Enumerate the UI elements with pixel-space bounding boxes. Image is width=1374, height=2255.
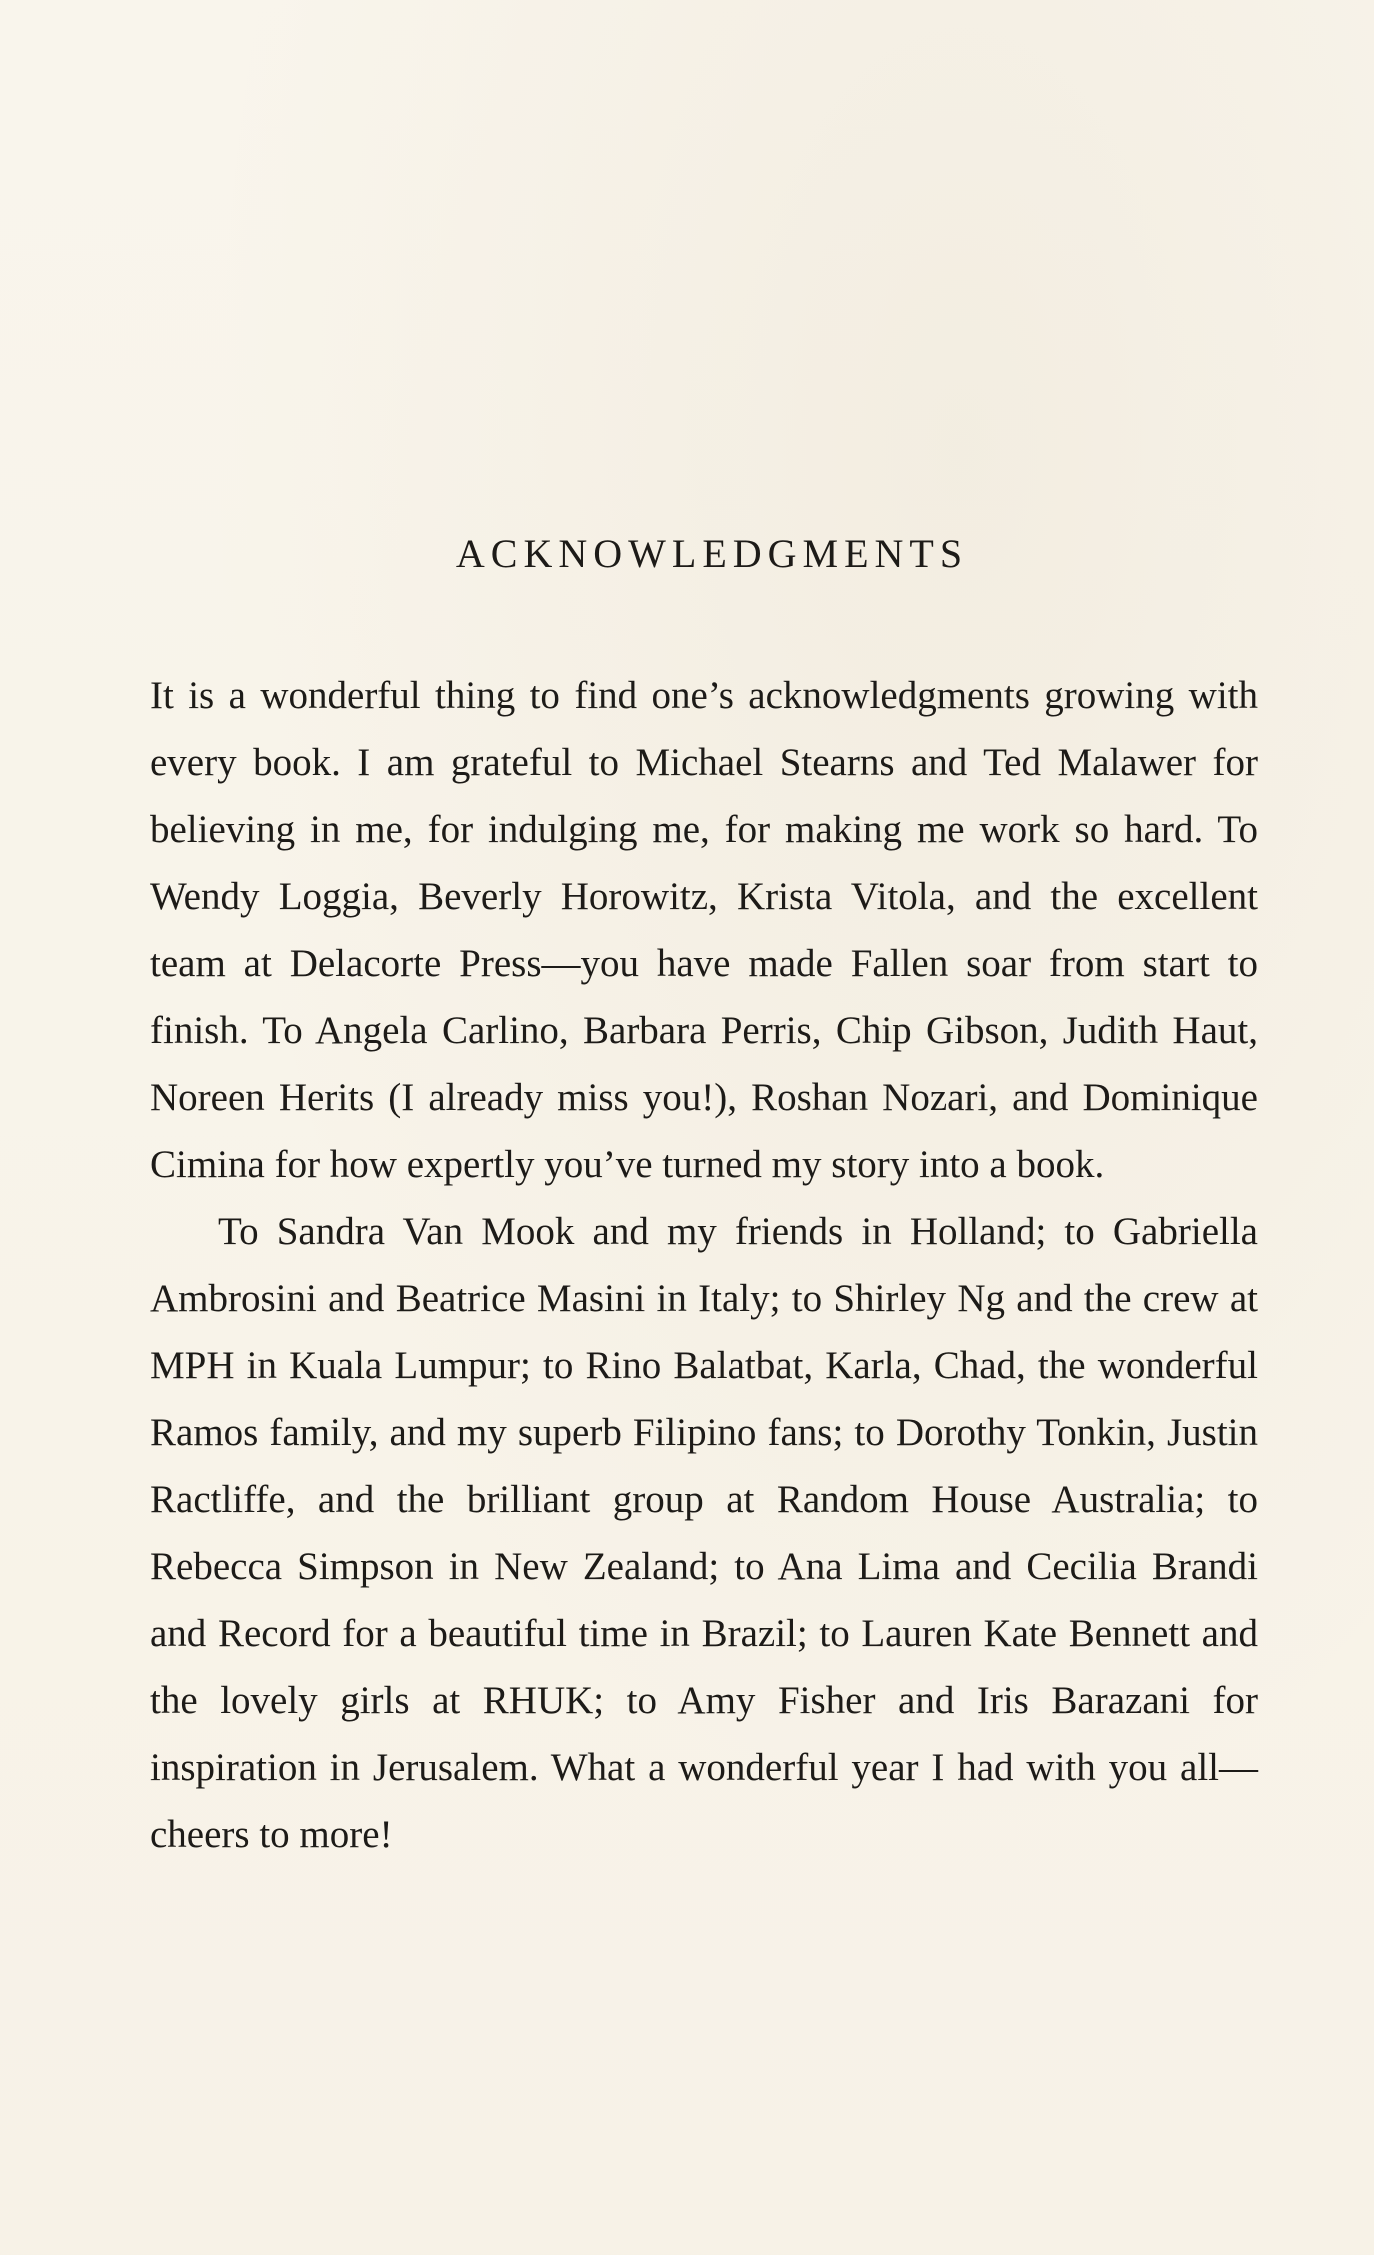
page-title: ACKNOWLEDGMENTS (455, 531, 969, 576)
paragraph-2: To Sandra Van Mook and my friends in Holland; to Gabriella Ambrosini and Beatrice Masini in Italy; to Shirley Ng and the crew at MPH in Kuala Lumpur; to Rino Balatbat, Karla, Chad, the wonderful Ramos family, and my superb Filipino fans; to Dorothy Tonkin, Justin Ractliffe, and the brilliant group at Random House Australia; to Rebecca Simpson in New Zealand; to Ana Lima and Cecilia Brandi and Record for a beautiful time in Brazil; to Lauren Kate Bennett and the lovely girls at RHUK; to Amy Fisher and Iris Barazani for inspiration in Jerusalem. What a wonderful year I had with you all—cheers to more! (150, 1210, 1258, 1856)
paragraph-1: It is a wonderful thing to find one’s acknowledgments growing with every book. I am grateful to Michael Stearns and Ted Malawer for believing in me, for indulging me, for making me work so hard. To Wendy Loggia, Beverly Horowitz, Krista Vitola, and the excellent team at Delacorte Press—you have made Fallen soar from start to finish. To Angela Carlino, Barbara Perris, Chip Gibson, Judith Haut, Noreen Herits (I already miss you!), Roshan Nozari, and Dominique Cimina for how expertly you’ve turned my story into a book. (150, 674, 1258, 1186)
acknowledgments-body (150, 662, 1258, 1868)
